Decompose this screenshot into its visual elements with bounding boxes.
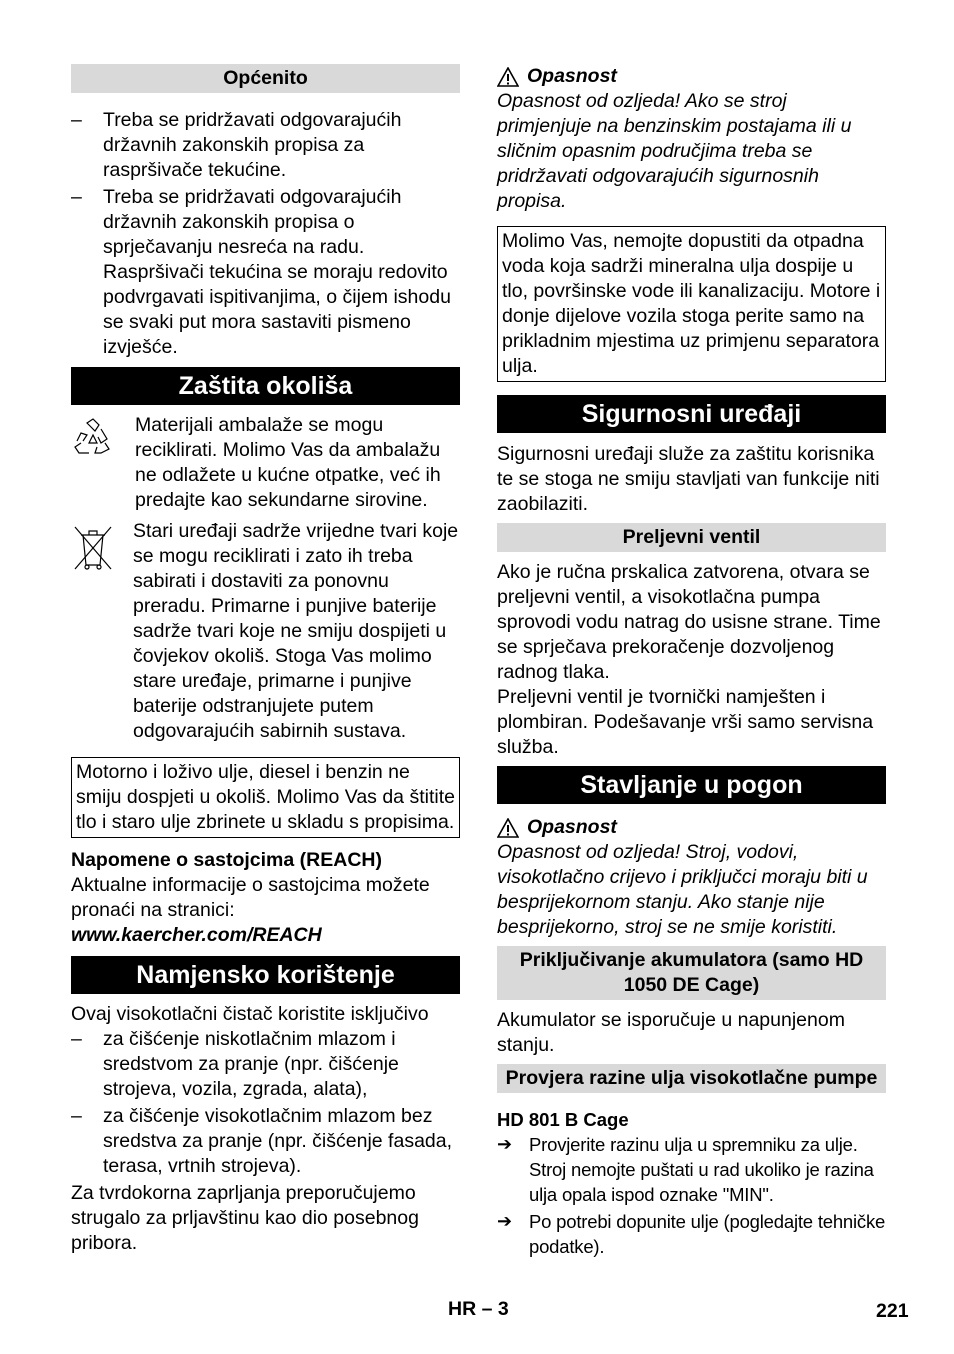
arrow-right-icon: ➔ bbox=[497, 1211, 513, 1231]
section-heading-overflow-valve: Preljevni ventil bbox=[497, 523, 886, 552]
battery-text: Akumulator se isporučuje u napunjenom stanju. bbox=[497, 1009, 845, 1056]
danger-heading: Opasnost bbox=[497, 64, 886, 89]
danger-heading: Opasnost bbox=[497, 815, 886, 840]
danger-text: Opasnost od ozljeda! Stroj, vodovi, visokotlačno crijevo i priključci moraju biti u besprijekornom stanju. Ako stanje nije besprijekorno, stroj se ne smije koristiti. bbox=[497, 841, 868, 938]
list-item: – Treba se pridržavati odgovarajućih državnih zakonskih propisa o sprječavanju nesreća na radu. Raspršivači tekućina se moraju redovito podvrgavati ispitivanjima, o čijem ishodu se svaki put mora sastaviti pismeno izvješće. bbox=[71, 186, 451, 358]
oil-warning-box: Motorno i loživo ulje, diesel i benzin ne smiju dospjeti u okoliš. Molimo Vas da štitite tlo i staro ulje zbrinete u skladu s propisima. bbox=[71, 757, 460, 838]
list-item: – Treba se pridržavati odgovarajućih državnih zakonskih propisa za raspršivače tekućine. bbox=[71, 109, 402, 181]
recycle-icon bbox=[71, 413, 135, 513]
model-heading: HD 801 B Cage bbox=[497, 1109, 629, 1130]
page-number: 221 bbox=[876, 1300, 909, 1322]
left-column bbox=[71, 64, 460, 1256]
reach-text: Aktualne informacije o sastojcima možete pronaći na stranici: bbox=[71, 874, 430, 921]
warning-triangle-icon bbox=[497, 818, 519, 838]
section-heading-oil-level: Provjera razine ulja visokotlačne pumpe bbox=[497, 1064, 886, 1093]
section-heading-environment: Zaštita okoliša bbox=[71, 367, 460, 405]
footer-section-label: HR – 3 bbox=[448, 1298, 509, 1320]
list-item: – za čišćenje niskotlačnim mlazom i sredstvom za pranje (npr. čišćenje strojeva, vozila, zgrada, alata), bbox=[71, 1028, 399, 1100]
section-heading-intended-use: Namjensko korištenje bbox=[71, 956, 460, 994]
waste-water-box: Molimo Vas, nemojte dopustiti da otpadna voda koja sadrži mineralna ulja dospije u tlo, površinske vode ili kanalizaciju. Motore i donje dijelove vozila stoga perite samo na prikladnim mjestima uz primjenu separatora ulja. bbox=[497, 226, 886, 382]
danger-text: Opasnost od ozljeda! Ako se stroj primjenjuje na benzinskim postajama ili u sličnim opasnim područjima treba se pridržavati odgovarajućih sigurnosnih propisa. bbox=[497, 90, 852, 212]
weee-note: Stari uređaji sadrže vrijedne tvari koje se mogu reciklirati i zato ih treba sabirati i dostaviti za ponovnu preradu. Primarne i punjive baterije sadrže tvari koje ne smiju dospijeti u čovjekov okoliš. Stoga Vas molimo stare uređaje, primarne i punjive baterije odstranjujete putem odgovarajućih sabirnih sustava. bbox=[71, 519, 460, 744]
reach-link[interactable]: www.kaercher.com/REACH bbox=[71, 924, 322, 946]
intended-use-outro: Za tvrdokorna zaprljanja preporučujemo strugalo za prljavštinu kao dio posebnog pribora. bbox=[71, 1182, 419, 1254]
overflow-text-2: Preljevni ventil je tvornički namješten i plombiran. Podešavanje vrši samo servisna služba. bbox=[497, 686, 874, 758]
section-heading-safety: Sigurnosni uređaji bbox=[497, 395, 886, 433]
section-heading-general: Općenito bbox=[71, 64, 460, 93]
warning-triangle-icon bbox=[497, 67, 519, 87]
section-heading-battery: Priključivanje akumulatora (samo HD 1050 DE Cage) bbox=[497, 946, 886, 1000]
crossed-bin-icon bbox=[71, 519, 133, 744]
right-column bbox=[497, 64, 886, 1259]
arrow-right-icon: ➔ bbox=[497, 1134, 513, 1154]
overflow-text-1: Ako je ručna prskalica zatvorena, otvara se preljevni ventil, a visokotlačna pumpa sprovodi vodu natrag do usisne strane. Time se sprječava prekoračenje dozvoljenog radnog tlaka. bbox=[497, 561, 881, 683]
instruction-step: ➔ Provjerite razinu ulja u spremniku za ulje. Stroj nemojte puštati u rad ukoliko je razina ulja opala ispod oznake "MIN". bbox=[497, 1134, 874, 1205]
safety-text: Sigurnosni uređaji služe za zaštitu korisnika te se stoga ne smiju stavljati van funkcije niti zaobilaziti. bbox=[497, 443, 880, 515]
recycling-note: Materijali ambalaže se mogu reciklirati. Molimo Vas da ambalažu ne odlažete u kućne otpatke, već ih predajte kao sekundarne sirovine. bbox=[71, 413, 460, 513]
intended-use-intro: Ovaj visokotlačni čistač koristite isključivo bbox=[71, 1003, 429, 1025]
instruction-step: ➔ Po potrebi dopunite ulje (pogledajte tehničke podatke). bbox=[497, 1211, 886, 1257]
reach-heading: Napomene o sastojcima (REACH) bbox=[71, 849, 382, 871]
list-item: – za čišćenje visokotlačnim mlazom bez sredstva za pranje (npr. čišćenje fasada, terasa, vrtnih strojeva). bbox=[71, 1105, 453, 1177]
section-heading-startup: Stavljanje u pogon bbox=[497, 766, 886, 804]
